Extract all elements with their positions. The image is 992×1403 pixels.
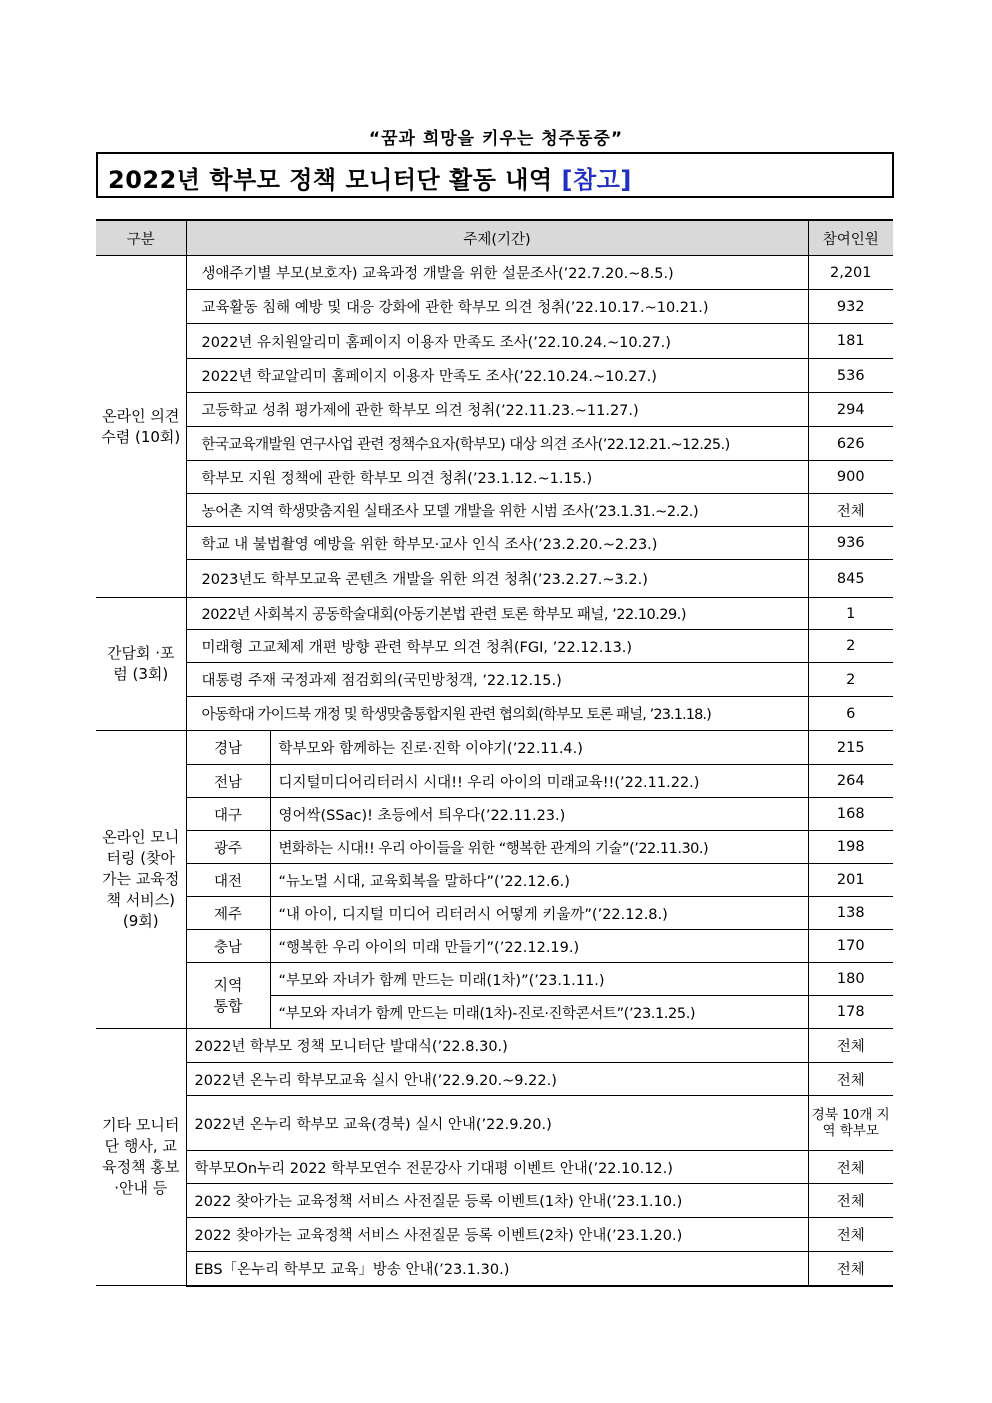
table-row [96,930,893,963]
table-row [96,1184,893,1218]
topic-cell: 교육활동 침해 예방 및 대응 강화에 관한 학부모 의견 청취(’22.10.17.~10.21.) [186,290,808,324]
count-cell: 전체 [808,494,893,527]
topic-cell: “뉴노멀 시대, 교육회복을 말하다”(’22.12.6.) [270,864,808,897]
table-row [96,1252,893,1286]
count-cell: 170 [808,930,893,963]
topic-cell: 2022년 사회복지 공동학술대회(아동기본법 관련 토론 학부모 패널, ’22.10.29.) [186,598,808,630]
title-ref: [참고] [561,166,632,194]
table-row [96,663,893,697]
table-row [96,864,893,897]
count-cell: 900 [808,461,893,494]
category-online-opinion: 온라인 의견수렴 (10회) [96,256,186,598]
topic-cell: 영어싹(SSac)! 초등에서 틔우다(’22.11.23.) [270,798,808,831]
table-row [96,1029,893,1063]
topic-cell: 변화하는 시대!! 우리 아이들을 위한 “행복한 관계의 기술”(’22.11.30.) [270,831,808,864]
topic-cell: 2022년 유치원알리미 홈페이지 이용자 만족도 조사(’22.10.24.~10.27.) [186,324,808,359]
table-row [96,765,893,798]
count-cell: 전체 [808,1218,893,1252]
topic-cell: 2022 찾아가는 교육정책 서비스 사전질문 등록 이벤트(2차) 안내(’23.1.20.) [186,1218,808,1252]
topic-cell: “부모와 자녀가 함께 만드는 미래(1차)-진로·진학콘서트”(’23.1.25.) [270,996,808,1029]
slogan: “꿈과 희망을 키우는 청주동중” [368,129,624,149]
table-row [96,1151,893,1184]
page-title [108,160,632,195]
topic-cell: 생애주기별 부모(보호자) 교육과정 개발을 위한 설문조사(’22.7.20.~8.5.) [186,256,808,290]
table-row [96,798,893,831]
table-row [96,560,893,598]
topic-cell: EBS「온누리 학부모 교육」방송 안내(’23.1.30.) [186,1252,808,1286]
table-row [96,897,893,930]
topic-cell: “부모와 자녀가 함께 만드는 미래(1차)”(’23.1.11.) [270,963,808,996]
table-row [96,697,893,731]
topic-cell: 한국교육개발원 연구사업 관련 정책수요자(학부모) 대상 의견 조사(’22.12.21.~12.25.) [186,427,808,461]
count-cell: 264 [808,765,893,798]
count-cell: 2 [808,630,893,663]
region-cell: 광주 [186,831,270,864]
region-cell-integrated: 지역 통합 [186,963,270,1029]
count-cell: 138 [808,897,893,930]
activity-table [96,219,893,1287]
topic-cell: “행복한 우리 아이의 미래 만들기”(’22.12.19.) [270,930,808,963]
region-cell: 제주 [186,897,270,930]
table-row [96,359,893,393]
category-other: 기타 모니터단 행사, 교육정책 홍보·안내 등 [96,1029,186,1286]
region-cell: 대전 [186,864,270,897]
table-row [96,427,893,461]
col-participants: 참여인원 [808,220,893,256]
topic-cell: 2022년 학부모 정책 모니터단 발대식(’22.8.30.) [186,1029,808,1063]
topic-cell: 2022년 온누리 학부모 교육(경북) 실시 안내(’22.9.20.) [186,1096,808,1151]
count-cell: 932 [808,290,893,324]
count-cell: 6 [808,697,893,731]
topic-cell: 학부모와 함께하는 진로·진학 이야기(’22.11.4.) [270,731,808,765]
table-row [96,598,893,630]
table-row [96,630,893,663]
topic-cell: 2022년 온누리 학부모교육 실시 안내(’22.9.20.~9.22.) [186,1063,808,1096]
table-row [96,731,893,765]
table-row [96,527,893,560]
topic-cell: 아동학대 가이드북 개정 및 학생맞춤통합지원 관련 협의회(학부모 토론 패널, ’23.1.18.) [186,697,808,731]
table-row [96,1063,893,1096]
count-cell: 전체 [808,1063,893,1096]
region-cell: 경남 [186,731,270,765]
count-cell: 626 [808,427,893,461]
title-main: 2022년 학부모 정책 모니터단 활동 내역 [108,166,562,194]
count-cell: 178 [808,996,893,1029]
topic-cell: 디지털미디어리터러시 시대!! 우리 아이의 미래교육!!(’22.11.22.) [270,765,808,798]
count-cell: 845 [808,560,893,598]
category-forum: 간담회 ·포럼 (3회) [96,598,186,731]
category-online-monitoring: 온라인 모니터링 (찾아가는 교육정책 서비스) (9회) [96,731,186,1029]
topic-cell: 2022년 학교알리미 홈페이지 이용자 만족도 조사(’22.10.24.~10.27.) [186,359,808,393]
count-cell: 181 [808,324,893,359]
table-row [96,1096,893,1151]
count-cell: 전체 [808,1151,893,1184]
region-cell: 충남 [186,930,270,963]
topic-cell: 2022 찾아가는 교육정책 서비스 사전질문 등록 이벤트(1차) 안내(’23.1.10.) [186,1184,808,1218]
topic-cell: 고등학교 성취 평가제에 관한 학부모 의견 청취(’22.11.23.~11.27.) [186,393,808,427]
topic-cell: “내 아이, 디지털 미디어 리터러시 어떻게 키울까”(’22.12.8.) [270,897,808,930]
count-cell: 168 [808,798,893,831]
count-cell: 2,201 [808,256,893,290]
table-row [96,290,893,324]
table-row [96,1218,893,1252]
region-cell: 대구 [186,798,270,831]
count-cell: 전체 [808,1029,893,1063]
table-row [96,494,893,527]
count-cell: 201 [808,864,893,897]
count-cell: 경북 10개 지역 학부모 [808,1096,893,1151]
table-row [96,256,893,290]
topic-cell: 대통령 주재 국정과제 점검회의(국민방청객, ’22.12.15.) [186,663,808,697]
count-cell: 전체 [808,1184,893,1218]
count-cell: 198 [808,831,893,864]
topic-cell: 농어촌 지역 학생맞춤지원 실태조사 모델 개발을 위한 시범 조사(’23.1.31.~2.2.) [186,494,808,527]
count-cell: 1 [808,598,893,630]
topic-cell: 학부모 지원 정책에 관한 학부모 의견 청취(’23.1.12.~1.15.) [186,461,808,494]
col-topic: 주제(기간) [186,220,808,256]
topic-cell: 학교 내 불법촬영 예방을 위한 학부모·교사 인식 조사(’23.2.20.~2.23.) [186,527,808,560]
topic-cell: 미래형 고교체제 개편 방향 관련 학부모 의견 청취(FGI, ’22.12.13.) [186,630,808,663]
table-row [96,324,893,359]
region-cell: 전남 [186,765,270,798]
table-row [96,963,893,996]
count-cell: 294 [808,393,893,427]
table-header [96,220,893,256]
count-cell: 215 [808,731,893,765]
count-cell: 2 [808,663,893,697]
count-cell: 536 [808,359,893,393]
topic-cell: 2023년도 학부모교육 콘텐츠 개발을 위한 의견 청취(’23.2.27.~3.2.) [186,560,808,598]
table-row [96,831,893,864]
table-row [96,393,893,427]
topic-cell: 학부모On누리 2022 학부모연수 전문강사 기대평 이벤트 안내(’22.10.12.) [186,1151,808,1184]
title-box [96,152,894,198]
table-row [96,461,893,494]
count-cell: 전체 [808,1252,893,1286]
count-cell: 936 [808,527,893,560]
count-cell: 180 [808,963,893,996]
col-category: 구분 [96,220,186,256]
